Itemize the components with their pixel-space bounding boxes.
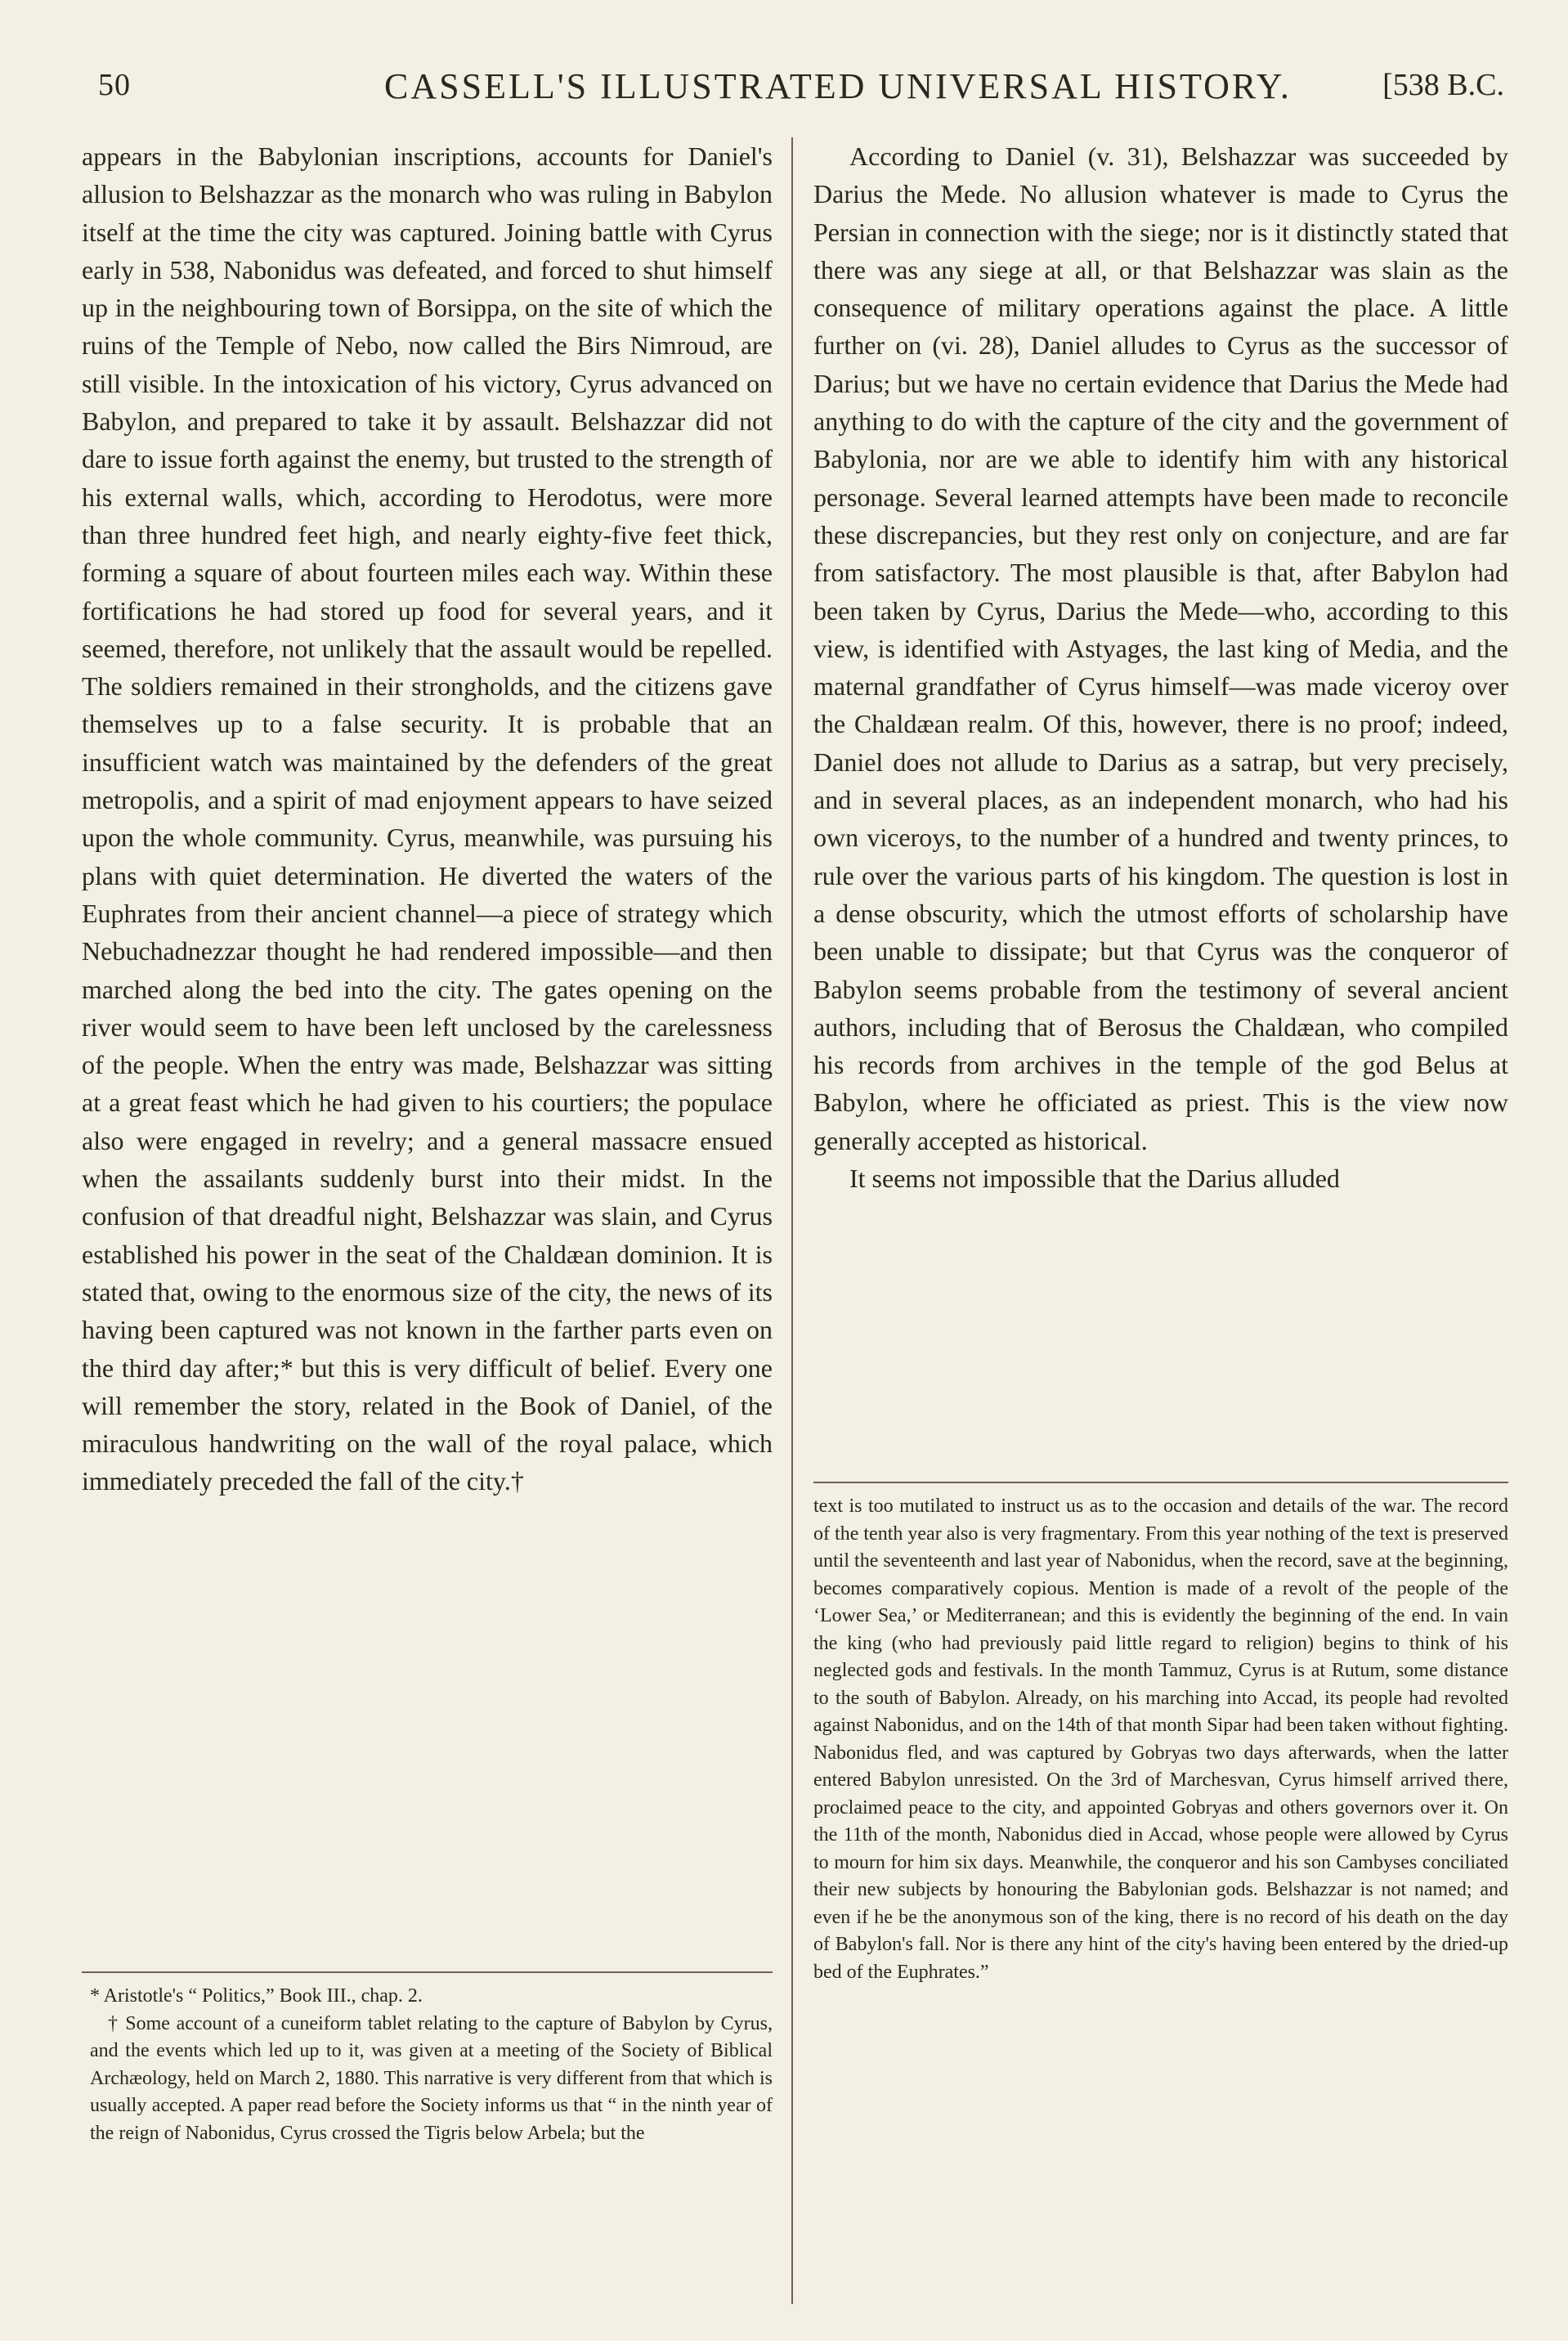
footnote-continuation xyxy=(813,1493,1508,1986)
column-divider xyxy=(791,137,793,2304)
right-paragraph-1: According to Daniel (v. 31), Belshazzar was succeeded by Darius the Mede. No allusion whatever is made to Cyrus the Persian in connection with the siege; nor is it distinctly stated that there was any siege at all, or that Belshazzar was slain as the consequence of military operations against the place. A little further on (vi. 28), Daniel alludes to Cyrus as the successor of Darius; but we have no certain evidence that Darius the Mede had anything to do with the capture of the city and the government of Babylonia, nor are we able to identify him with any historical personage. Several learned attempts have been made to reconcile these discrepancies, but they rest only on conjecture, and are far from satisfactory. The most plausible is that, after Babylon had been taken by Cyrus, Darius the Mede—who, according to this view, is identified with Astyages, the last king of Media, and the maternal grandfather of Cyrus himself—was made viceroy over the Chaldæan realm. Of this, however, there is no proof; indeed, Daniel does not allude to Darius as a satrap, but very precisely, and in several places, as an independent monarch, who had his own viceroys, to the number of a hundred and twenty princes, to rule over the various parts of his kingdom. The question is lost in a dense obscurity, which the utmost efforts of scholarship have been unable to dissipate; but that Cyrus was the conqueror of Babylon seems probable from the testimony of several ancient authors, including that of Berosus the Chaldæan, who compiled his records from archives in the temple of the god Belus at Babylon, where he officiated as priest. This is the view now generally accepted as historical. xyxy=(813,141,1508,1155)
right-paragraph-2: It seems not impossible that the Darius alluded xyxy=(849,1164,1340,1194)
footnote-continuation-text: text is too mutilated to instruct us as to the occasion and details of the war. The record of the tenth year also is very fragmentary. From this year nothing of the text is preserved until the seventeenth and last year of Nabonidus, when the record, save at the beginning, becomes comparatively copious. Mention is made of a revolt of the people of the ‘Lower Sea,’ or Mediterranean; and this is evidently the beginning of the end. In vain the king (who had previously paid little regard to religion) begins to think of his neglected gods and festivals. In the month Tammuz, Cyrus is at Rutum, some distance to the south of Babylon. Already, on his marching into Accad, its people had revolted against Nabonidus, and on the 14th of that month Sipar had been taken without fighting. Nabonidus fled, and was captured by Gobryas two days afterwards, when the latter entered Babylon unresisted. On the 3rd of Marchesvan, Cyrus himself arrived there, proclaimed peace to the city, and appointed Gobryas and others governors over it. On the 11th of the month, Nabonidus died in Accad, whose people were allowed by Cyrus to mourn for him six days. Meanwhile, the conqueror and his son Cambyses conciliated their new subjects by honouring the Babylonian gods. Belshazzar is not named; and even if he be the anonymous son of the king, there is no record of his death on the day of Babylon's fall. Nor is there any hint of the city's having been entered by the dried-up bed of the Euphrates.” xyxy=(813,1496,1508,1983)
footnote-aristotle: * Aristotle's “ Politics,” Book III., chap. 2. xyxy=(90,1985,423,2007)
left-column-text: appears in the Babylonian inscriptions, accounts for Daniel's allusion to Belshazzar as the monarch who was ruling in Babylon itself at the time the city was captured. Joining battle with Cyrus early in 538, Nabonidus was defeated, and forced to shut himself up in the neighbouring town of Borsippa, on the site of which the ruins of the Temple of Nebo, now called the Birs Nimroud, are still visible. In the intoxication of his victory, Cyrus advanced on Babylon, and prepared to take it by assault. Belshazzar did not dare to issue forth against the enemy, but trusted to the strength of his external walls, which, according to Herodotus, were more than three hundred feet high, and nearly eighty-five feet thick, forming a square of about fourteen miles each way. Within these fortifications he had stored up food for several years, and it seemed, therefore, not unlikely that the assault would be repelled. The soldiers remained in their strongholds, and the citizens gave themselves up to a false security. It is probable that an insufficient watch was maintained by the defenders of the great metropolis, and a spirit of mad enjoyment appears to have seized upon the whole community. Cyrus, meanwhile, was pursuing his plans with quiet determination. He diverted the waters of the Euphrates from their ancient channel—a piece of strategy which Nebuchadnezzar thought he had rendered impossible—and then marched along the bed into the city. The gates opening on the river would seem to have been left unclosed by the carelessness of the people. When the entry was made, Belshazzar was sitting at a great feast which he had given to his courtiers; the populace also were engaged in revelry; and a general massacre ensued when the assailants suddenly burst into their midst. In the confusion of that dreadful night, Belshazzar was slain, and Cyrus established his power in the seat of the Chaldæan dominion. It is stated that, owing to the enormous size of the city, the news of its having been captured was not known in the farther parts even on the third day after;* but this is very difficult of belief. Every one will remember the story, related in the Book of Daniel, of the miraculous handwriting on the wall of the royal palace, which immediately preceded the fall of the city.† xyxy=(82,141,773,1496)
page-header xyxy=(90,57,1512,114)
date-marker: [538 B.C. xyxy=(1382,68,1504,102)
footnote-rule-right xyxy=(813,1482,1508,1483)
left-column xyxy=(82,137,773,1961)
running-title: CASSELL'S ILLUSTRATED UNIVERSAL HISTORY. xyxy=(384,66,1292,106)
footnote-rule-left xyxy=(82,1971,773,1973)
right-column xyxy=(813,137,1508,1478)
footnote-cuneiform: † Some account of a cuneiform tablet relating to the capture of Babylon by Cyrus, and the events which led up to it, was given at a meeting of the Society of Biblical Archæology, held on March 2, 1880. This narrative is very different from that which is usually accepted. A paper read before the Society informs us that “ in the ninth year of the reign of Nabonidus, Cyrus crossed the Tigris below Arbela; but the xyxy=(90,2012,773,2144)
page-number: 50 xyxy=(98,68,131,102)
footnotes-left xyxy=(90,1983,773,2147)
